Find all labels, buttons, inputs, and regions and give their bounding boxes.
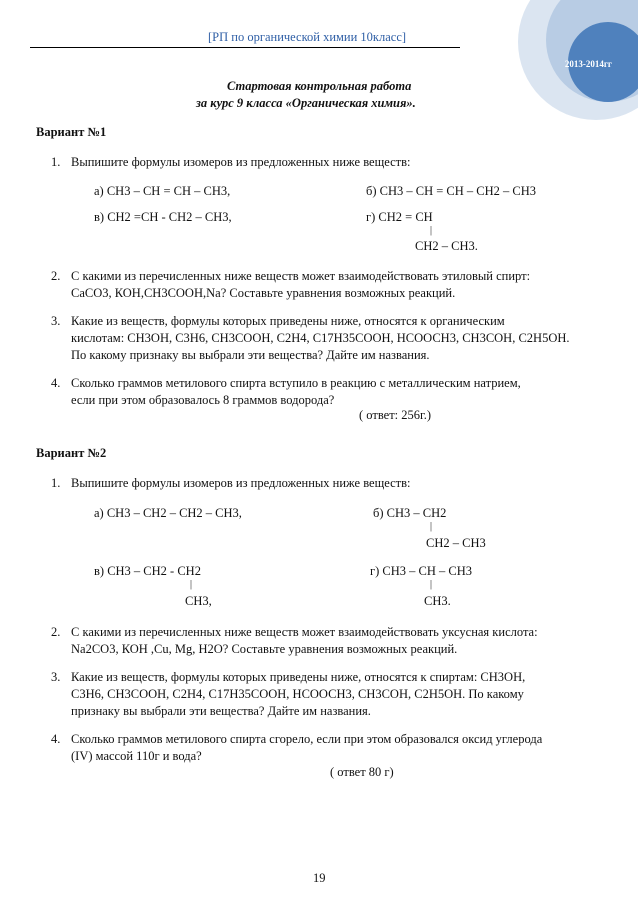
v1-q2-num: 2.	[51, 269, 61, 283]
v2-q2-line1: С какими из перечисленных ниже веществ может взаимодействовать уксусная кислота:	[71, 625, 538, 639]
v2-q4-answer: ( ответ 80 г)	[330, 765, 394, 779]
v1-q1-option-g-sub: СН2 – СН3.	[415, 239, 478, 253]
v1-q1-option-b: б) СН3 – СН = СН – СН2 – СН3	[366, 184, 537, 198]
v2-q1-option-b-bond: |	[430, 521, 433, 532]
v1-q4-answer: ( ответ: 256г.)	[359, 408, 432, 422]
header-title: [РП по органической химии 10класс]	[208, 30, 407, 44]
v2-q1-option-a: а) СН3 – СН2 – СН2 – СН3,	[94, 506, 242, 520]
v1-q4-line1: Сколько граммов метилового спирта вступило в реакцию с металлическим натрием,	[71, 376, 521, 390]
v2-q1-text: Выпишите формулы изомеров из предложенных ниже веществ:	[71, 476, 411, 490]
variant1-heading: Вариант №1	[36, 125, 107, 139]
v1-q3-line2: кислотам: СН3ОН, С3Н6, СН3СООН, С2Н4, С17Н35СООН, НСООСН3, СН3СОН, С2Н5ОН.	[71, 331, 570, 345]
v1-q1-option-a: а) СН3 – СН = СН – СН3,	[94, 184, 231, 198]
v2-q4-num: 4.	[51, 732, 61, 746]
variant2-heading: Вариант №2	[36, 446, 107, 460]
v2-q1-option-b: б) СН3 – СН2	[373, 506, 447, 520]
v2-q2-line2: Na2CO3, КОН ,Cu, Mg, H2O? Составьте уравнения возможных реакций.	[71, 642, 458, 656]
v2-q1-option-g-bond: |	[430, 579, 433, 590]
v2-q2-num: 2.	[51, 625, 61, 639]
v2-q4-line2: (IV) массой 110г и вода?	[71, 749, 202, 763]
v2-q1-option-g-sub: СН3.	[424, 594, 451, 608]
page-number: 19	[313, 871, 326, 885]
v2-q3-line1: Какие из веществ, формулы которых приведены ниже, относятся к спиртам: СН3ОН,	[71, 670, 526, 684]
v1-q1-option-v: в) СН2 =СН - СН2 – СН3,	[94, 210, 232, 224]
v1-q1-num: 1.	[51, 155, 61, 169]
v2-q1-option-v-bond: |	[190, 579, 193, 590]
year-badge: 2013-2014гг	[564, 59, 612, 69]
v1-q2-line1: С какими из перечисленных ниже веществ может взаимодействовать этиловый спирт:	[71, 269, 531, 283]
v1-q4-num: 4.	[51, 376, 61, 390]
v2-q1-option-v-sub: СН3,	[185, 594, 212, 608]
doc-title-line2: за курс 9 класса «Органическая химия».	[196, 96, 416, 110]
v1-q3-num: 3.	[51, 314, 61, 328]
v2-q3-num: 3.	[51, 670, 61, 684]
v1-q3-line3: По какому признаку вы выбрали эти вещества? Дайте им названия.	[71, 348, 430, 362]
v2-q1-num: 1.	[51, 476, 61, 490]
v2-q1-option-b-sub: СН2 – СН3	[426, 536, 486, 550]
doc-title-line1: Стартовая контрольная работа	[227, 79, 412, 93]
v1-q1-text: Выпишите формулы изомеров из предложенных ниже веществ:	[71, 155, 411, 169]
v2-q4-line1: Сколько граммов метилового спирта сгорело, если при этом образовался оксид углерода	[71, 732, 543, 746]
v1-q3-line1: Какие из веществ, формулы которых приведены ниже, относятся к органическим	[71, 314, 505, 328]
v2-q1-option-g: г) СН3 – СН – СН3	[370, 564, 473, 578]
v1-q2-line2: СаСО3, КОН,СН3СООН,Na? Составьте уравнения возможных реакций.	[71, 286, 456, 300]
v1-q1-option-g: г) СН2 = СН	[366, 210, 433, 224]
v2-q3-line3: признаку вы выбрали эти вещества? Дайте им названия.	[71, 704, 371, 718]
header-divider	[30, 47, 460, 48]
v1-q1-option-g-bond: |	[430, 225, 433, 236]
v2-q1-option-v: в) СН3 – СН2 - СН2	[94, 564, 201, 578]
v1-q4-line2: если при этом образовалось 8 граммов водорода?	[71, 393, 335, 407]
v2-q3-line2: С3Н6, СН3СООН, С2Н4, С17Н35СООН, НСООСН3, СН3СОН, С2Н5ОН. По какому	[71, 687, 524, 701]
